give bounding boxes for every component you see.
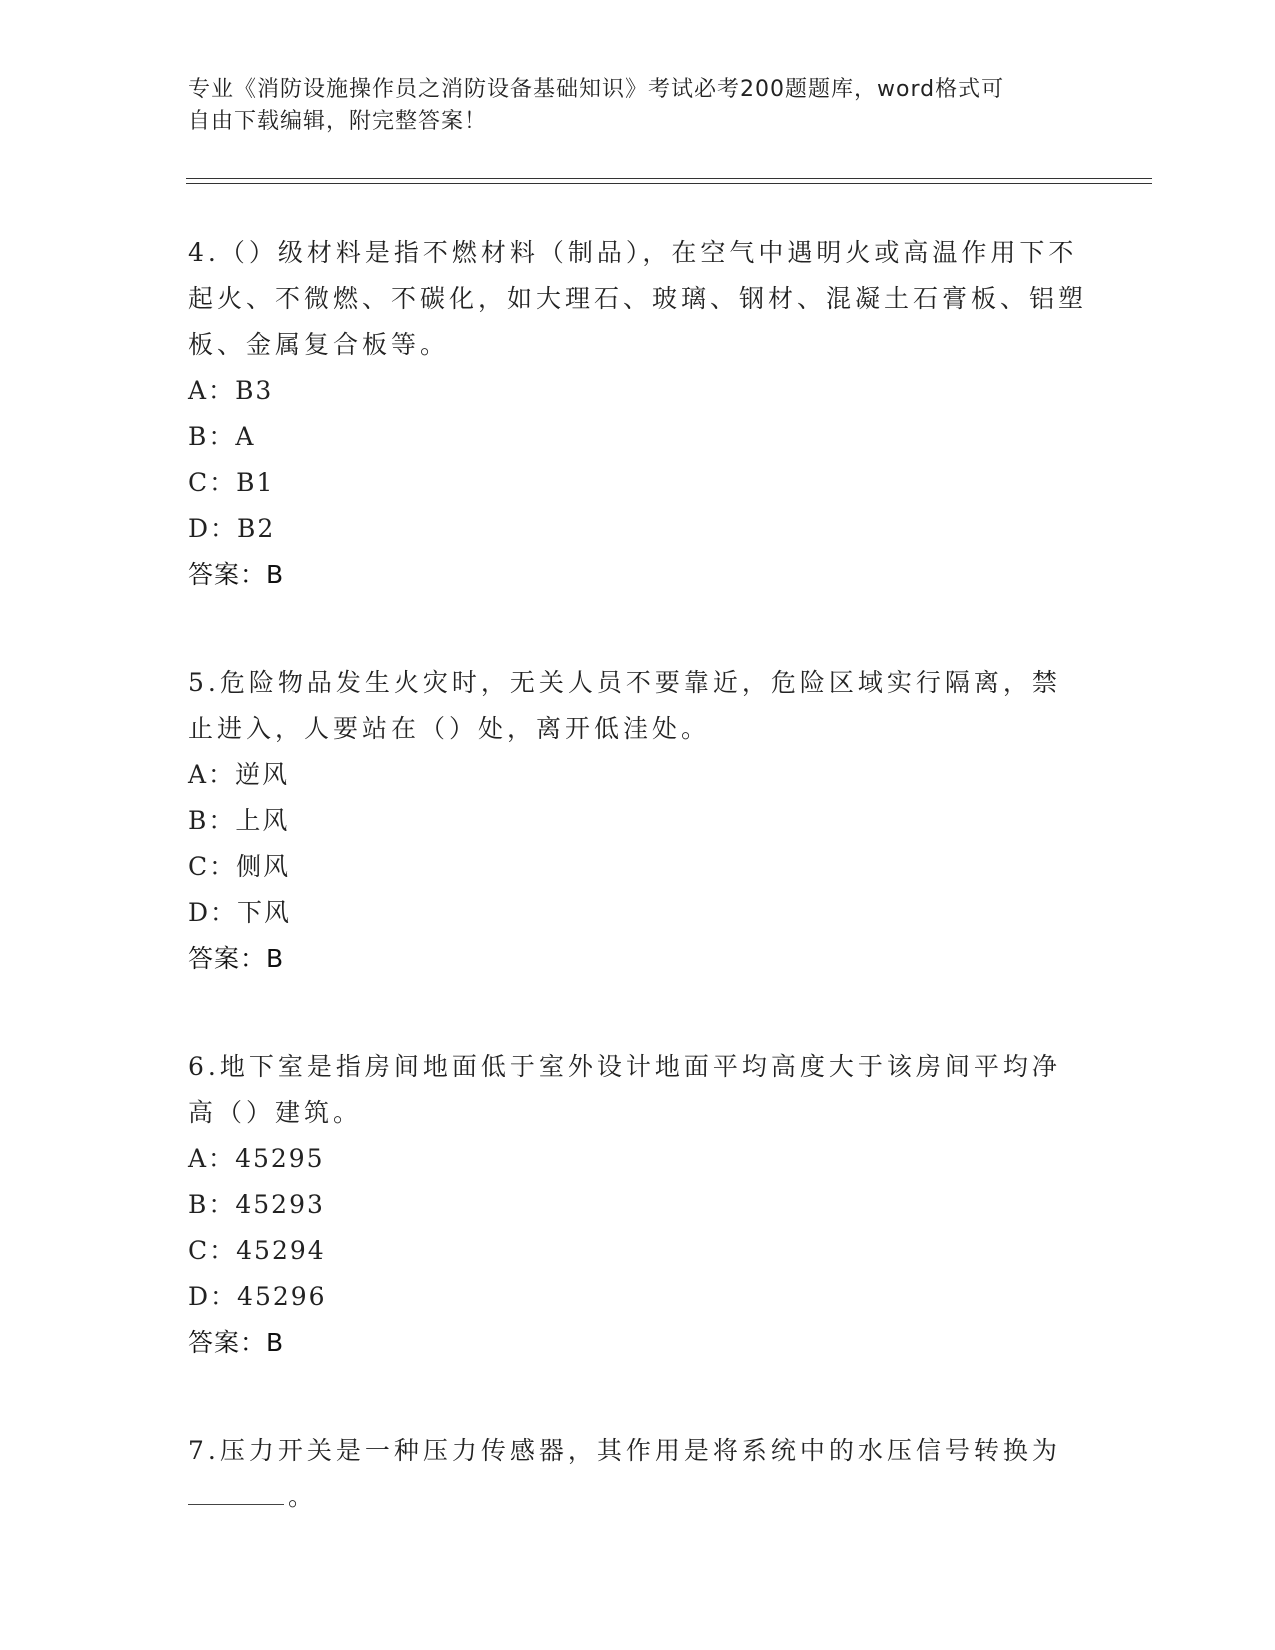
option-value: 45296 bbox=[237, 1282, 327, 1311]
question-text: 4.（）级材料是指不燃材料（制品），在空气中遇明火或高温作用下不起火、不微燃、不碳化，如大理石、玻璃、钢材、混凝土石膏板、铝塑板、金属复合板等。 bbox=[188, 238, 1088, 359]
option-c bbox=[188, 844, 1088, 890]
option-c bbox=[188, 1228, 1088, 1274]
option-value: 侧风 bbox=[236, 852, 291, 881]
spacer bbox=[188, 598, 1088, 660]
option-value: 下风 bbox=[237, 898, 292, 927]
question-blank-line bbox=[188, 1474, 1088, 1520]
option-value: B1 bbox=[236, 468, 275, 497]
option-label: A： bbox=[188, 1144, 236, 1173]
question-5 bbox=[188, 660, 1088, 982]
header-rule-top bbox=[186, 178, 1152, 179]
header-title-line-2: 自由下载编辑，附完整答案！ bbox=[188, 109, 488, 134]
option-c bbox=[188, 460, 1088, 506]
option-value: B3 bbox=[235, 376, 274, 405]
question-text: 5.危险物品发生火灾时，无关人员不要靠近，危险区域实行隔离，禁止进入，人要站在（）处，离开低洼处。 bbox=[188, 668, 1061, 743]
option-label: C： bbox=[188, 852, 237, 881]
option-label: B： bbox=[188, 1190, 236, 1219]
header-title-line-1: 专业《消防设施操作员之消防设备基础知识》考试必考200题题库，word格式可 bbox=[188, 77, 1005, 102]
option-label: D： bbox=[188, 514, 238, 543]
option-value: 45295 bbox=[235, 1144, 325, 1173]
option-label: B： bbox=[188, 422, 236, 451]
answer: 答案：B bbox=[188, 560, 285, 589]
question-7 bbox=[188, 1428, 1088, 1520]
option-label: A： bbox=[188, 376, 236, 405]
option-a bbox=[188, 752, 1088, 798]
question-text: 7.压力开关是一种压力传感器，其作用是将系统中的水压信号转换为 bbox=[188, 1436, 1061, 1465]
header-rule-bottom bbox=[186, 183, 1152, 184]
option-value: 45294 bbox=[236, 1236, 326, 1265]
document-header bbox=[188, 74, 1088, 138]
fill-in-blank bbox=[188, 1504, 284, 1505]
option-value: A bbox=[235, 422, 256, 451]
question-list bbox=[188, 230, 1088, 1520]
option-value: 逆风 bbox=[235, 760, 290, 789]
spacer bbox=[188, 1366, 1088, 1428]
option-label: C： bbox=[188, 1236, 237, 1265]
option-a bbox=[188, 368, 1088, 414]
option-label: B： bbox=[188, 806, 236, 835]
option-label: A： bbox=[188, 760, 236, 789]
question-4 bbox=[188, 230, 1088, 598]
option-value: 上风 bbox=[235, 806, 290, 835]
option-value: B2 bbox=[237, 514, 276, 543]
option-d bbox=[188, 890, 1088, 936]
option-label: C： bbox=[188, 468, 237, 497]
question-tail: 。 bbox=[288, 1482, 318, 1511]
option-label: D： bbox=[188, 898, 238, 927]
option-value: 45293 bbox=[235, 1190, 325, 1219]
option-d bbox=[188, 506, 1088, 552]
spacer bbox=[188, 982, 1088, 1044]
option-b bbox=[188, 798, 1088, 844]
option-a bbox=[188, 1136, 1088, 1182]
question-text: 6.地下室是指房间地面低于室外设计地面平均高度大于该房间平均净高（）建筑。 bbox=[188, 1052, 1061, 1127]
answer: 答案：B bbox=[188, 944, 285, 973]
option-label: D： bbox=[188, 1282, 238, 1311]
answer: 答案：B bbox=[188, 1328, 285, 1357]
option-d bbox=[188, 1274, 1088, 1320]
question-6 bbox=[188, 1044, 1088, 1366]
option-b bbox=[188, 414, 1088, 460]
option-b bbox=[188, 1182, 1088, 1228]
